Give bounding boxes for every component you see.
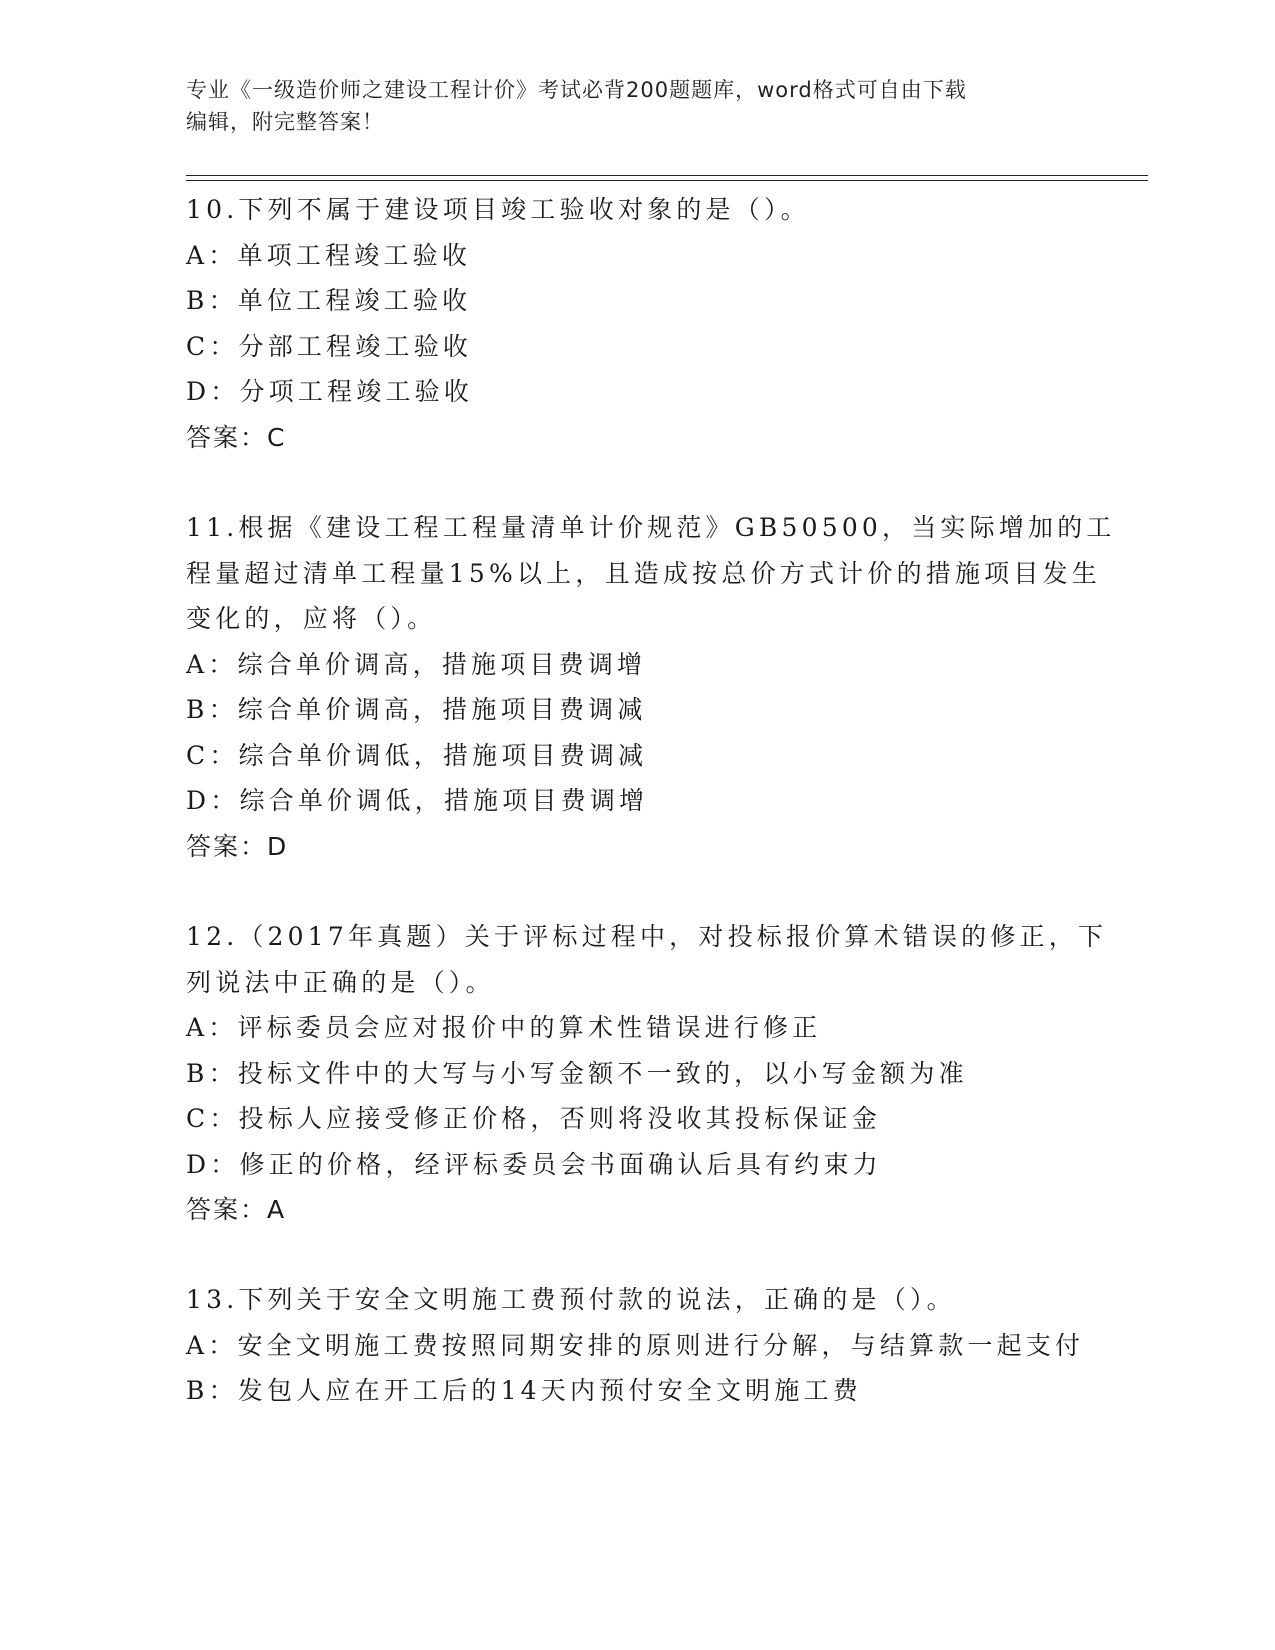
header-divider-top [186, 175, 1148, 176]
question-stem: 12.（2017年真题）关于评标过程中，对投标报价算术错误的修正，下 [186, 922, 1108, 951]
option-d: D：综合单价调低，措施项目费调增 [186, 786, 649, 815]
answer-label: 答案：D [186, 831, 289, 861]
option-d: D：修正的价格，经评标委员会书面确认后具有约束力 [186, 1149, 882, 1179]
question-stem: 13.下列关于安全文明施工费预付款的说法，正确的是（）。 [186, 1285, 956, 1314]
option-a: A：单项工程竣工验收 [186, 240, 472, 270]
option-d: D：分项工程竣工验收 [186, 377, 474, 406]
option-c: C：投标人应接受修正价格，否则将没收其投标保证金 [186, 1104, 881, 1133]
option-b: B：投标文件中的大写与小写金额不一致的，以小写金额为准 [186, 1058, 968, 1088]
question-10 [186, 187, 1086, 460]
option-c: C：综合单价调低，措施项目费调减 [186, 740, 648, 770]
question-stem: 程量超过清单工程量15%以上，且造成按总价方式计价的措施项目发生 [186, 558, 1101, 588]
header-line-1: 专业《一级造价师之建设工程计价》考试必背200题题库，word格式可自由下载 [186, 78, 967, 102]
question-12 [186, 914, 1108, 1233]
option-a: A：安全文明施工费按照同期安排的原则进行分解，与结算款一起支付 [186, 1330, 1085, 1360]
answer-label: 答案：A [186, 1195, 287, 1224]
option-a: A：综合单价调高，措施项目费调增 [186, 649, 647, 679]
question-stem: 变化的，应将（）。 [186, 604, 437, 633]
question-stem: 列说法中正确的是（）。 [186, 967, 495, 997]
header-line-2: 编辑，附完整答案！ [186, 110, 384, 134]
header-divider-bottom [186, 180, 1148, 181]
option-b: B：单位工程竣工验收 [186, 286, 472, 315]
option-b: B：发包人应在开工后的14天内预付安全文明施工费 [186, 1376, 862, 1405]
document-header [186, 74, 1066, 138]
option-a: A：评标委员会应对报价中的算术性错误进行修正 [186, 1013, 822, 1042]
question-11 [186, 505, 1116, 869]
answer-label: 答案：C [186, 422, 287, 452]
question-stem: 11.根据《建设工程工程量清单计价规范》GB50500，当实际增加的工 [186, 513, 1116, 542]
option-b: B：综合单价调高，措施项目费调减 [186, 695, 647, 724]
question-stem: 10.下列不属于建设项目竣工验收对象的是（）。 [186, 195, 810, 224]
question-13 [186, 1277, 1086, 1414]
option-c: C：分部工程竣工验收 [186, 331, 473, 361]
